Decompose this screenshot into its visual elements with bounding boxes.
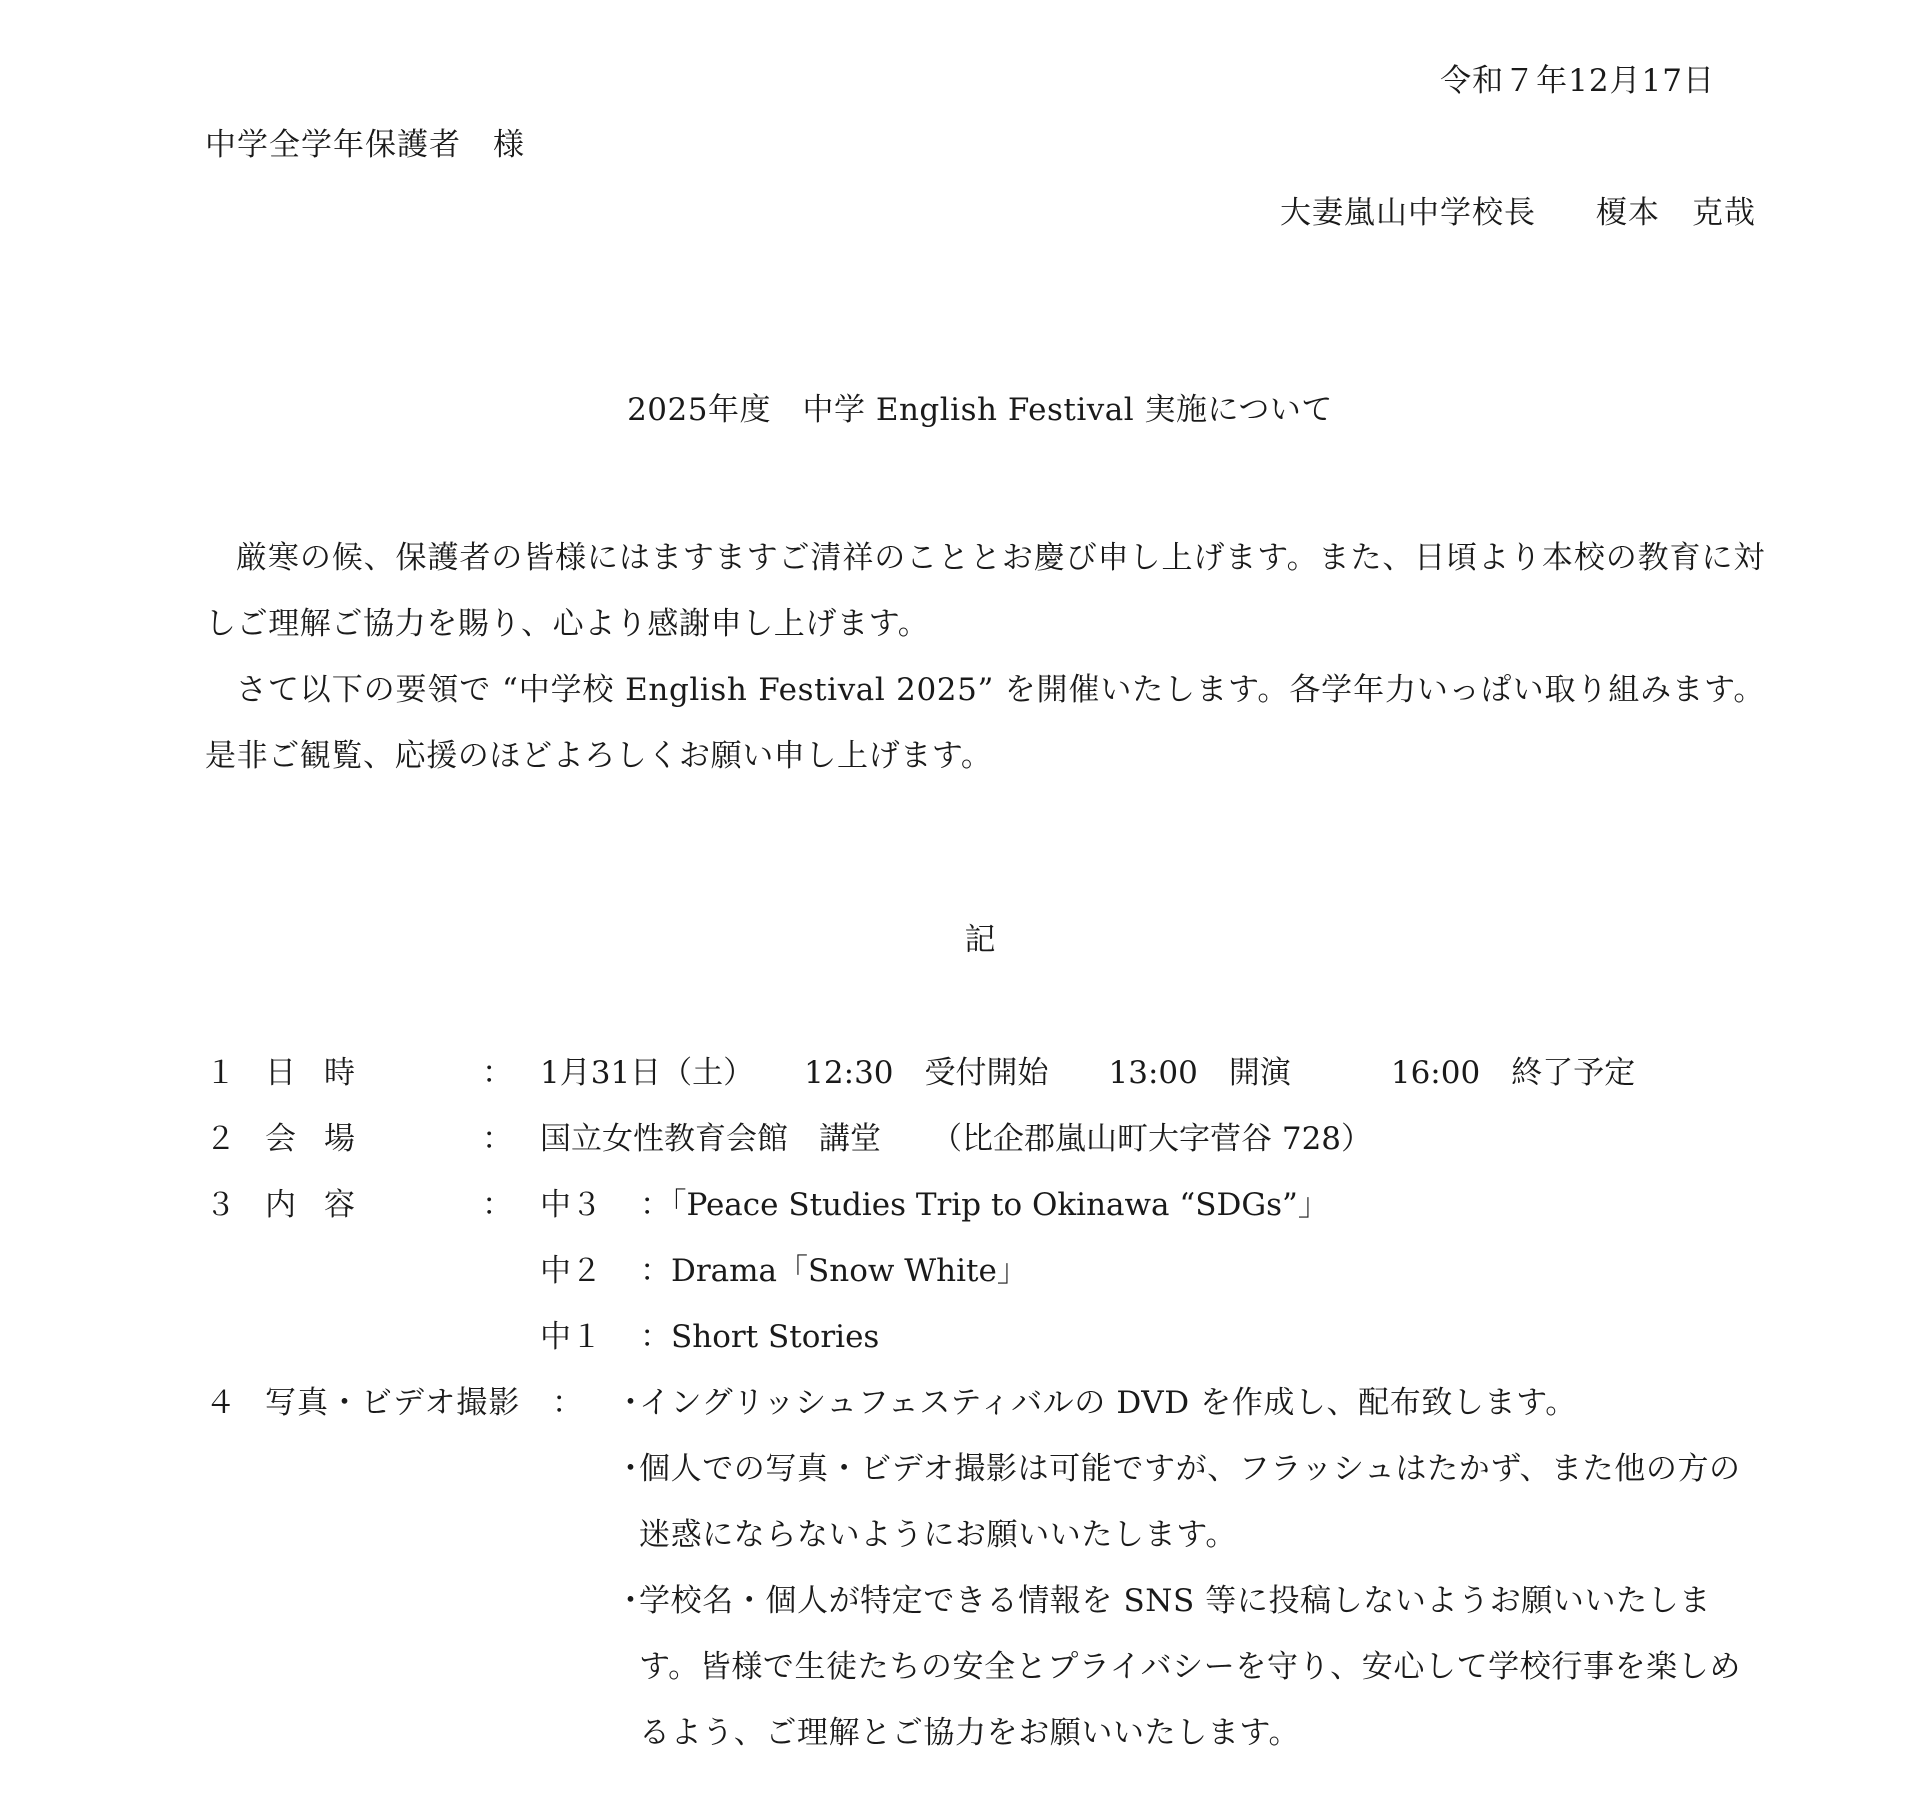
program-grade: 中２ <box>540 1253 602 1289</box>
venue-address: （比企郡嵐山町大字菅谷 728） <box>931 1121 1373 1157</box>
program-content: ：「Peace Studies Trip to Okinawa “SDGs”」 <box>640 1187 1329 1223</box>
program-row <box>540 1172 1329 1238</box>
item-number: ３ <box>205 1187 236 1223</box>
venue-name: 国立女性教育会館 講堂 <box>540 1121 881 1157</box>
item-number: ２ <box>205 1121 236 1157</box>
note-text: 個人での写真・ビデオ撮影は可能ですが、フラッシュはたかず、また他の方の迷惑にならないようにお願いいたします。 <box>639 1451 1741 1553</box>
sender-name: 榎本 克哉 <box>1596 195 1756 231</box>
note-item <box>615 1370 1765 1436</box>
item-label: 日時 <box>265 1055 383 1091</box>
program-content: ：Drama「Snow White」 <box>640 1253 1028 1289</box>
program-grade: 中１ <box>540 1319 602 1355</box>
program-grade: 中３ <box>540 1187 602 1223</box>
item-value <box>540 1106 1372 1172</box>
sender-organization: 大妻嵐山中学校長 <box>1280 195 1536 231</box>
item-label: 会場 <box>265 1121 383 1157</box>
end-time: 16:00 終了予定 <box>1390 1055 1636 1091</box>
item-value <box>540 1040 1635 1106</box>
announcement-paragraph: さて以下の要領で “中学校 English Festival 2025” を開催いたします。各学年力いっぱい取り組みます。是非ご観覧、応援のほどよろしくお願い申し上げます。 <box>205 672 1765 774</box>
item-number: ４ <box>205 1385 236 1421</box>
item-colon: ： <box>482 1187 513 1223</box>
bullet-mark: ・ <box>615 1583 646 1619</box>
sender <box>1280 195 1756 231</box>
issue-date: 令和７年12月17日 <box>1440 63 1715 99</box>
greeting-paragraph: 厳寒の候、保護者の皆様にはますますご清祥のこととお慶び申し上げます。また、日頃より本校の教育に対しご理解ご協力を賜り、心より感謝申し上げます。 <box>205 540 1765 642</box>
start-time: 13:00 開演 <box>1108 1055 1291 1091</box>
item-label: 内容 <box>265 1187 383 1223</box>
program-content: ：Short Stories <box>640 1319 880 1355</box>
note-item <box>615 1436 1765 1568</box>
item-number: １ <box>205 1055 236 1091</box>
recipient: 中学全学年保護者 様 <box>205 127 525 163</box>
program-row <box>540 1238 1028 1304</box>
item-label: 写真・ビデオ撮影 <box>265 1385 521 1421</box>
event-date: 1月31日（土） <box>540 1055 755 1091</box>
note-text: イングリッシュフェスティバルの DVD を作成し、配布致します。 <box>639 1385 1577 1421</box>
item-colon: ： <box>552 1385 583 1421</box>
document-title: 2025年度 中学 English Festival 実施について <box>627 392 1333 428</box>
program-row <box>540 1304 879 1370</box>
note-item <box>615 1568 1765 1766</box>
bullet-mark: ・ <box>615 1385 646 1421</box>
note-text: 学校名・個人が特定できる情報を SNS 等に投稿しないようお願いいたします。皆様で生徒たちの安全とプライバシーを守り、安心して学校行事を楽しめるよう、ご理解とご協力をお願いいたします。 <box>639 1583 1741 1751</box>
item-colon: ： <box>482 1055 513 1091</box>
reception-time: 12:30 受付開始 <box>804 1055 1049 1091</box>
item-venue <box>205 1106 1765 1172</box>
ki-heading: 記 <box>964 922 996 958</box>
item-colon: ： <box>482 1121 513 1157</box>
bullet-mark: ・ <box>615 1451 646 1487</box>
item-datetime <box>205 1040 1765 1106</box>
